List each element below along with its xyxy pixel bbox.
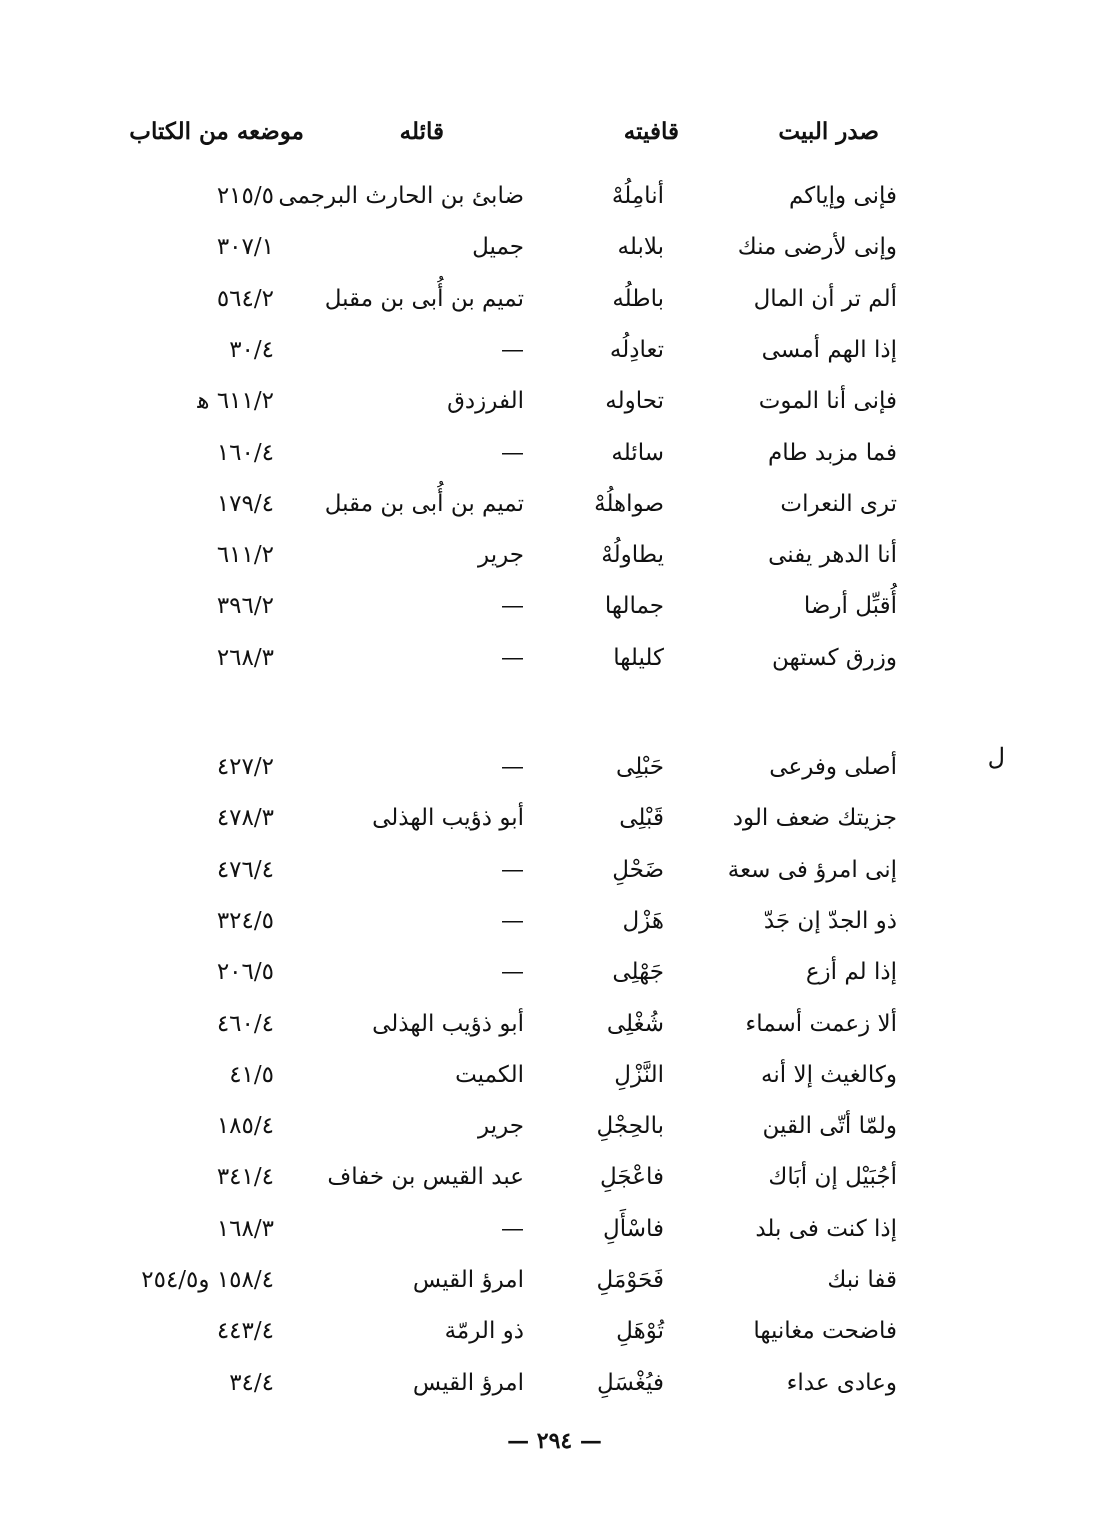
verse-rhyme: هَزْل — [622, 907, 664, 934]
verse-opening: وإنى لأرضى منك — [737, 234, 897, 261]
verse-row — [0, 1106, 1109, 1146]
verse-reference: ١٨٥/٤ — [216, 1113, 274, 1140]
verse-poet: جرير — [478, 1113, 524, 1140]
verse-reference: ١٧٩/٤ — [216, 490, 274, 517]
verse-row — [0, 1055, 1109, 1095]
verse-reference: ٢١٥/٥ — [216, 183, 274, 209]
verse-poet: تميم بن أُبى بن مقبل — [324, 490, 524, 517]
verse-opening: فإنى وإياكم — [788, 183, 897, 209]
verse-opening: ألم تر أن المال — [753, 285, 897, 312]
verse-rhyme: أنامِلُهْ — [611, 183, 664, 209]
verse-opening: أنا الدهر يفنى — [768, 542, 897, 569]
verse-opening: فما مزبد طام — [768, 439, 897, 466]
verse-row — [0, 747, 1109, 787]
verse-reference: ٤٦٠/٤ — [216, 1010, 274, 1037]
verse-reference: ٢٠٦/٥ — [216, 959, 274, 986]
verse-reference: ١٥٨/٤ و٢٥٤/٥ — [141, 1267, 274, 1293]
verse-rhyme: فاعْجَلِ — [600, 1164, 664, 1191]
verse-row — [0, 1157, 1109, 1197]
verse-opening: إذا الهم أمسى — [761, 336, 897, 363]
verse-poet: امرؤ القيس — [412, 1267, 524, 1293]
verse-rhyme: تحاوله — [605, 388, 664, 415]
verse-row — [0, 176, 1109, 216]
verse-poet: جميل — [472, 234, 524, 261]
verse-rhyme: باطلُه — [612, 285, 664, 312]
verse-reference: ٤٧٦/٤ — [216, 856, 274, 883]
verse-row — [0, 484, 1109, 524]
verse-opening: وكالغيث إلا أنه — [761, 1061, 897, 1088]
verse-row — [0, 1209, 1109, 1249]
verse-poet: — — [501, 959, 524, 986]
verse-row — [0, 227, 1109, 267]
verse-opening: أصلى وفرعى — [769, 754, 897, 780]
verse-poet: ضابئ بن الحارث البرجمى — [278, 183, 524, 209]
verse-poet: — — [501, 593, 524, 620]
verse-opening: أجُبَيْل إن أبَاك — [768, 1164, 897, 1191]
verse-rhyme: كليلها — [613, 644, 664, 671]
verse-opening: ذو الجدّ إن جَدّ — [763, 907, 897, 934]
verse-row — [0, 638, 1109, 678]
verse-opening: ترى النعرات — [780, 490, 897, 517]
verse-poet: الكميت — [455, 1061, 524, 1088]
verse-row — [0, 1363, 1109, 1403]
verse-rhyme: تُوْهَلِ — [616, 1318, 664, 1345]
verse-reference: ٢٦٨/٣ — [216, 644, 274, 671]
verse-reference: ١٦٠/٤ — [216, 439, 274, 466]
verse-rhyme: قَبْلِى — [619, 805, 664, 832]
verse-poet: — — [501, 856, 524, 883]
verse-reference: ٤٢٧/٢ — [216, 754, 274, 780]
header-mawdi: موضعه من الكتاب — [129, 118, 304, 145]
verse-reference: ٤٧٨/٣ — [216, 805, 274, 832]
verse-rhyme: تعادِلُه — [609, 336, 664, 363]
page-number: — ٢٩٤ — — [507, 1428, 602, 1454]
verse-row — [0, 850, 1109, 890]
header-beit: صدر البيت — [778, 118, 879, 145]
verse-reference: ٤١/٥ — [229, 1061, 274, 1088]
verse-poet: جرير — [478, 542, 524, 569]
verse-row — [0, 279, 1109, 319]
verse-opening: ولمّا أتّى القين — [762, 1113, 897, 1140]
verse-poet: أبو ذؤيب الهذلى — [372, 1010, 524, 1037]
verse-poet: امرؤ القيس — [412, 1369, 524, 1396]
verse-rhyme: ضَحْلِ — [612, 856, 664, 883]
verse-rhyme: شُغْلِى — [606, 1010, 664, 1037]
verse-opening: وزرق كستهن — [772, 644, 897, 671]
verse-rhyme: بلابله — [617, 234, 664, 261]
verse-reference: ٤٤٣/٤ — [216, 1318, 274, 1345]
verse-poet: — — [501, 1215, 524, 1242]
verse-rhyme: فَحَوْمَلِ — [596, 1267, 664, 1293]
verse-reference: ٣٩٦/٢ — [216, 593, 274, 620]
verse-row — [0, 535, 1109, 575]
verse-reference: ٣٢٤/٥ — [216, 907, 274, 934]
verse-opening: إذا لم أزع — [805, 959, 897, 986]
verse-row — [0, 586, 1109, 626]
verse-reference: ٣٤/٤ — [229, 1369, 274, 1396]
verse-opening: أُقبِّل أرضا — [803, 593, 897, 620]
verse-poet: — — [501, 754, 524, 780]
verse-rhyme: سائله — [611, 439, 664, 466]
verse-reference: ٣٠٧/١ — [216, 234, 274, 261]
verse-rhyme: فيُغْسَلِ — [597, 1369, 664, 1396]
verse-row — [0, 330, 1109, 370]
verse-reference: ٥٦٤/٢ — [216, 285, 274, 312]
verse-reference: ٣٤١/٤ — [216, 1164, 274, 1191]
verse-row — [0, 901, 1109, 941]
verse-poet: تميم بن أُبى بن مقبل — [324, 285, 524, 312]
verse-row — [0, 1260, 1109, 1300]
verse-poet: — — [501, 439, 524, 466]
verse-rhyme: يطاولُهْ — [601, 542, 664, 569]
verse-opening: جزيتك ضعف الود — [732, 805, 897, 832]
verse-rhyme: بالحِجْلِ — [596, 1113, 664, 1140]
verse-rhyme: جَهْلِى — [612, 959, 664, 986]
verse-reference: ٦١١/٢ ﻫ — [197, 388, 274, 415]
verse-rhyme: صواهلُهْ — [594, 490, 664, 517]
verse-rhyme: حَبْلِى — [616, 754, 664, 780]
verse-row — [0, 381, 1109, 421]
verse-poet: ذو الرمّة — [444, 1318, 524, 1345]
verse-reference: ٦١١/٢ — [216, 542, 274, 569]
verse-rhyme: جمالها — [604, 593, 664, 620]
verse-reference: ٣٠/٤ — [229, 336, 274, 363]
verse-opening: قفا نبك — [827, 1267, 897, 1293]
section-letter: ل — [987, 743, 1005, 771]
verse-opening: فاضحت مغانيها — [753, 1318, 897, 1345]
verse-row — [0, 798, 1109, 838]
verse-reference: ١٦٨/٣ — [216, 1215, 274, 1242]
verse-opening: ألا زعمت أسماء — [745, 1010, 897, 1037]
verse-opening: إذا كنت فى بلد — [755, 1215, 897, 1242]
verse-poet: — — [501, 336, 524, 363]
verse-opening: إنى امرؤ فى سعة — [727, 856, 897, 883]
verse-poet: — — [501, 907, 524, 934]
verse-poet: عبد القيس بن خفاف — [327, 1164, 524, 1191]
verse-poet: الفرزدق — [447, 388, 524, 415]
verse-rhyme: النَّزْلِ — [614, 1061, 664, 1088]
verse-opening: فإنى أنا الموت — [758, 388, 897, 415]
verse-poet: أبو ذؤيب الهذلى — [372, 805, 524, 832]
verse-row — [0, 952, 1109, 992]
verse-poet: — — [501, 644, 524, 671]
verse-opening: وعادى عداء — [786, 1369, 897, 1396]
header-qail: قائله — [399, 118, 444, 145]
header-qafiya: قافيته — [623, 118, 679, 145]
verse-row — [0, 1004, 1109, 1044]
verse-row — [0, 433, 1109, 473]
verse-rhyme: فاسْأَلِ — [603, 1215, 664, 1242]
verse-row — [0, 1311, 1109, 1351]
